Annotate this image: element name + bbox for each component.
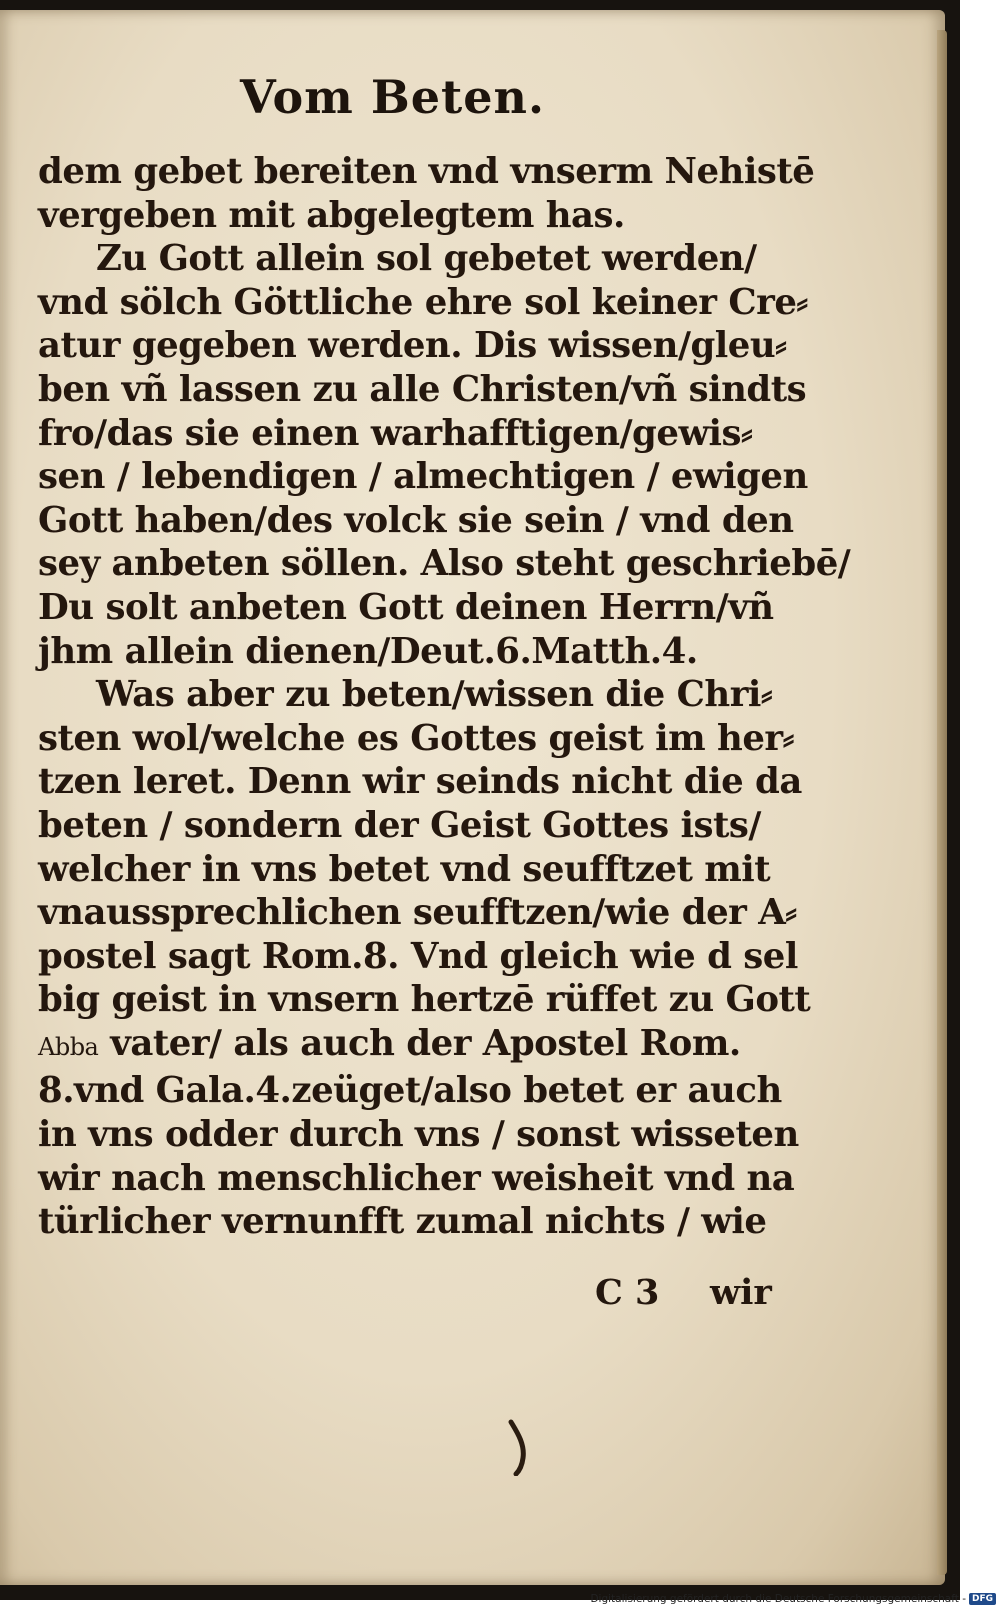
text-line: Gott haben/des volck sie sein / vnd den: [38, 499, 794, 541]
dfg-logo-icon: DFG: [969, 1593, 996, 1605]
text-line: postel sagt Rom.8. Vnd gleich wie d sel: [38, 935, 798, 977]
text-line: sen / lebendigen / almechtigen / ewigen: [38, 456, 808, 498]
text-line: vnd sölch Göttliche ehre sol keiner Cre⸗: [38, 281, 808, 323]
credit-text: Digitalisierung gefördert durch die Deutsche Forschungsgemeinschaft -: [590, 1593, 966, 1605]
text-line: Zu Gott allein sol gebetet werden/: [96, 238, 757, 280]
page-edge: [937, 30, 947, 1575]
signature-mark: C 3: [595, 1272, 660, 1313]
text-line: türlicher vernunfft zumal nichts / wie: [38, 1201, 767, 1243]
running-head: Vom Beten.: [240, 70, 545, 124]
text-line: ben vñ lassen zu alle Christen/vñ sindts: [38, 368, 807, 410]
text-line-rest: vater/ als auch der Apostel Rom.: [110, 1022, 741, 1064]
text-line: vnaussprechlichen seufftzen/wie der A⸗: [38, 892, 797, 934]
text-line: dem gebet bereiten vnd vnserm Nehistē: [38, 151, 815, 192]
text-line: sey anbeten söllen. Also steht geschriebē/: [38, 543, 851, 585]
text-line: Was aber zu beten/wissen die Chri⸗: [96, 674, 773, 716]
digitization-credit: [590, 1593, 996, 1605]
text-line: atur gegeben werden. Dis wissen/gleu⸗: [38, 325, 787, 367]
text-line: big geist in vnsern hertzē rüffet zu Gott: [38, 979, 811, 1021]
ink-mark-icon: [505, 1418, 531, 1476]
text-line: Du solt anbeten Gott deinen Herrn/vñ: [38, 586, 774, 628]
text-line: 8.vnd Gala.4.zeüget/also betet er auch: [38, 1070, 782, 1112]
page-body: [38, 150, 851, 1244]
text-line: fro/das sie einen warhafftigen/gewis⸗: [38, 412, 753, 454]
text-line: wir nach menschlicher weisheit vnd na: [38, 1157, 795, 1199]
abba-word: Abba: [38, 1032, 99, 1061]
text-line: welcher in vns betet vnd seufftzet mit: [38, 848, 771, 890]
text-line: in vns odder durch vns / sonst wisseten: [38, 1114, 799, 1156]
text-line: jhm allein dienen/Deut.6.Matth.4.: [38, 630, 698, 672]
catchword: wir: [710, 1272, 772, 1313]
text-line-abba: [38, 1022, 778, 1070]
text-line: tzen leret. Denn wir seinds nicht die da: [38, 761, 802, 803]
text-line: beten / sondern der Geist Gottes ists/: [38, 804, 761, 846]
text-line: vergeben mit abgelegtem has.: [38, 194, 625, 236]
text-line: sten wol/welche es Gottes geist im her⸗: [38, 717, 794, 759]
